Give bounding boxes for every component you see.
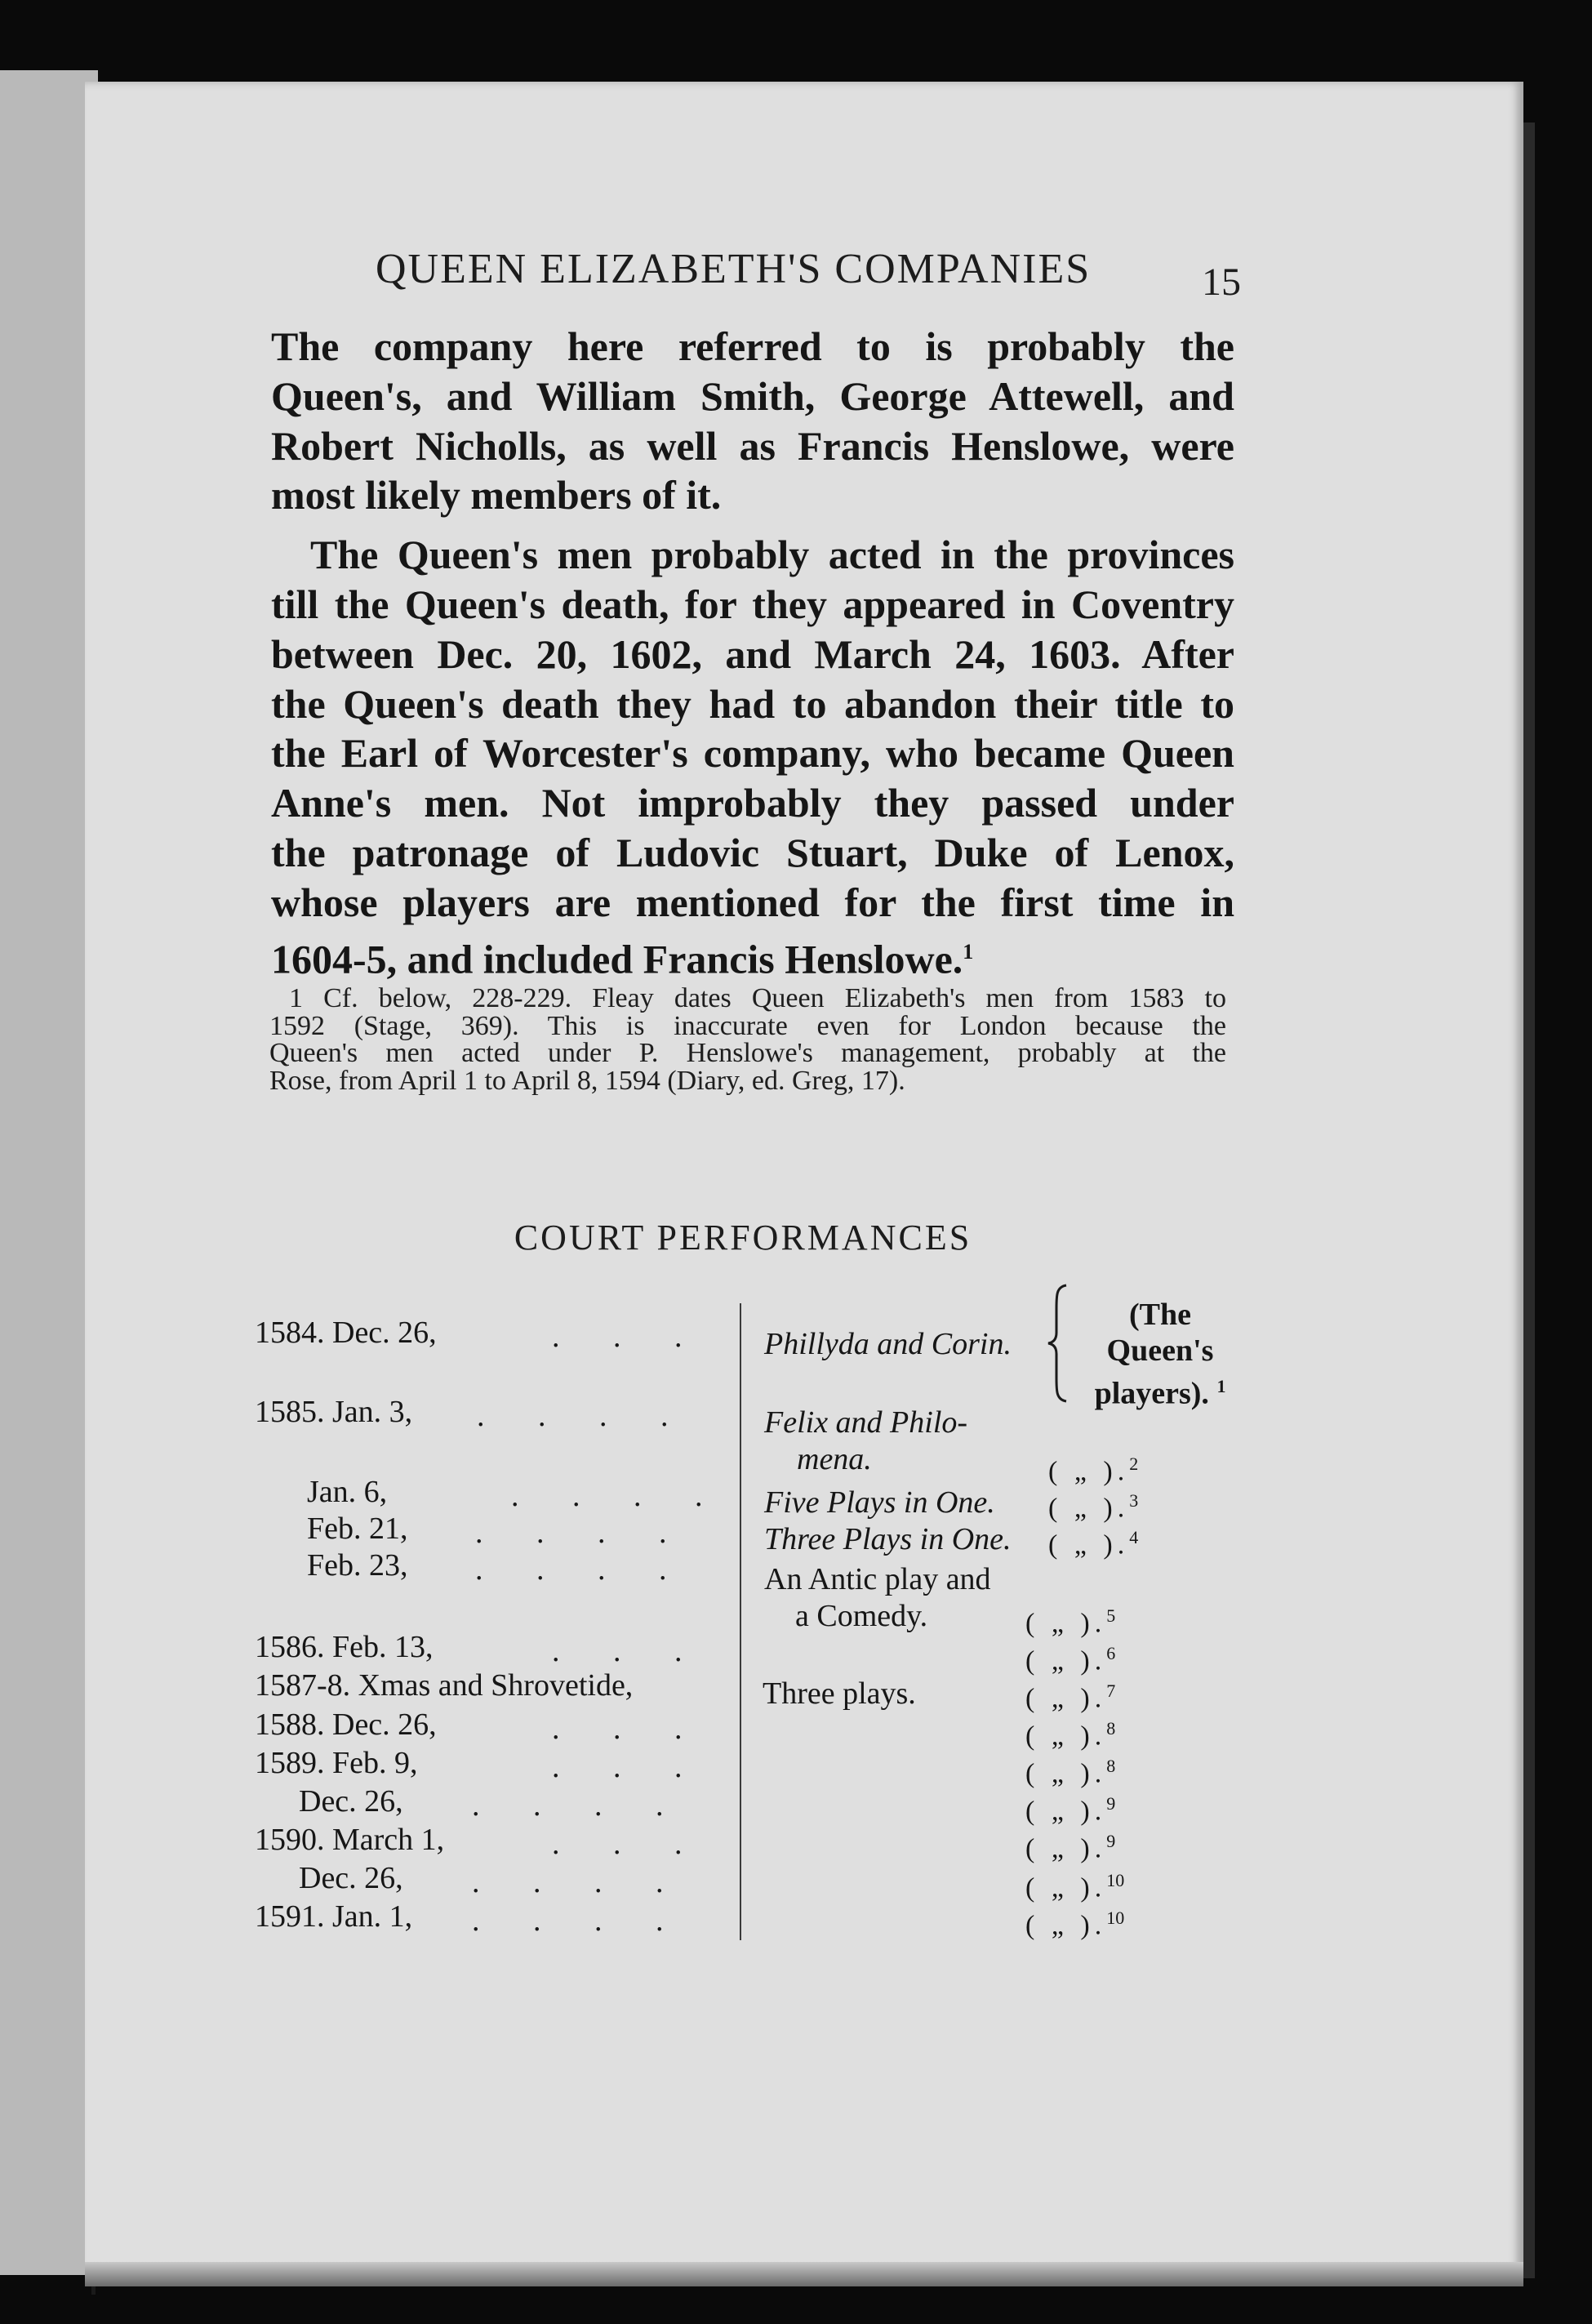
body-line-last: [271, 928, 1234, 984]
ditto-mark: „: [1051, 1721, 1069, 1752]
footnote-ref: 8: [1106, 1718, 1116, 1739]
body-line: the Queen's death they had to abandon their title to: [271, 680, 1234, 727]
leader-dots: . . .: [552, 1320, 705, 1354]
body-line: Queen's, and William Smith, George Attewell, and: [271, 372, 1234, 419]
footnote-ref: 7: [1106, 1681, 1116, 1701]
ditto-mark: „: [1051, 1833, 1069, 1864]
facing-page-edge: [0, 70, 98, 2275]
footnote-ref: 4: [1129, 1527, 1139, 1547]
page-edge-shadow: [1523, 122, 1535, 2278]
ditto-reference: ( „ ).$^6$: [1025, 1643, 1116, 1676]
ditto-mark: „: [1051, 1608, 1069, 1639]
performance-date: 1588. Dec. 26,: [255, 1707, 437, 1742]
ditto-mark: „: [1051, 1910, 1069, 1941]
ditto-reference: ( „ ).$^4$: [1048, 1527, 1139, 1560]
page-bottom-shadow: [85, 2262, 1523, 2286]
performance-date: 1586. Feb. 13,: [255, 1630, 434, 1664]
leader-dots: . . . .: [472, 1903, 687, 1938]
leader-dots: . . . .: [472, 1788, 687, 1823]
performance-date: 1591. Jan. 1,: [255, 1899, 413, 1934]
players-line: (The: [1129, 1298, 1191, 1332]
play-title: An Antic play and: [764, 1562, 991, 1596]
body-line: whose players are mentioned for the first time in: [271, 879, 1234, 925]
ditto-mark: „: [1051, 1872, 1069, 1903]
leader-dots: . . . .: [472, 1865, 687, 1899]
column-rule: [740, 1303, 741, 1940]
performance-date: Dec. 26,: [299, 1861, 403, 1895]
performance-date: Feb. 23,: [307, 1548, 408, 1583]
play-title: a Comedy.: [795, 1599, 928, 1633]
body-line: most likely members of it.: [271, 472, 722, 519]
ditto-reference: ( „ ).$^{10}$: [1025, 1870, 1125, 1903]
ditto-mark: „: [1074, 1529, 1092, 1560]
ditto-mark: „: [1051, 1796, 1069, 1827]
performance-date: 1584. Dec. 26,: [255, 1316, 437, 1350]
play-title: Five Plays in One.: [764, 1485, 995, 1520]
leader-dots: . . .: [552, 1634, 705, 1668]
performance-date: Dec. 26,: [299, 1784, 403, 1819]
footnote-line: 1 Cf. below, 228-229. Fleay dates Queen Elizabeth's men from 1583 to: [289, 983, 1226, 1013]
play-title: Felix and Philo-: [764, 1405, 968, 1440]
body-line: Robert Nicholls, as well as Francis Henslowe, were: [271, 422, 1234, 469]
footnote-ref: 2: [1129, 1454, 1139, 1474]
performance-date: 1589. Feb. 9,: [255, 1746, 418, 1780]
body-line: Anne's men. Not improbably they passed under: [271, 780, 1234, 826]
ditto-mark: „: [1051, 1683, 1069, 1714]
performance-date: 1587-8. Xmas and Shrovetide,: [255, 1668, 634, 1703]
players-line: Queen's: [1106, 1333, 1214, 1368]
ditto-mark: „: [1051, 1645, 1069, 1676]
footnote-line: Queen's men acted under P. Henslowe's management, probably at the: [269, 1038, 1226, 1068]
body-line: between Dec. 20, 1602, and March 24, 1603. After: [271, 630, 1234, 677]
leader-dots: . . . .: [475, 1516, 690, 1550]
body-line: the patronage of Ludovic Stuart, Duke of Lenox,: [271, 829, 1234, 875]
ditto-reference: ( „ ).$^9$: [1025, 1831, 1116, 1864]
ditto-reference: ( „ ).$^8$: [1025, 1718, 1116, 1752]
leader-dots: . . .: [552, 1827, 705, 1861]
play-title: mena.: [797, 1442, 872, 1476]
footnote: [269, 985, 1226, 1094]
leader-dots: . . .: [552, 1750, 705, 1784]
ditto-reference: ( „ ).$^2$: [1048, 1454, 1139, 1487]
performance-date: 1585. Jan. 3,: [255, 1395, 413, 1429]
ditto-reference: ( „ ).$^{10}$: [1025, 1908, 1125, 1941]
footnote-ref: 1: [1216, 1376, 1226, 1396]
ditto-reference: ( „ ).$^5$: [1025, 1605, 1116, 1639]
ditto-reference: ( „ ).$^7$: [1025, 1681, 1116, 1714]
play-title: Phillyda and Corin.: [764, 1327, 1012, 1361]
leader-dots: . . . .: [477, 1399, 691, 1433]
curly-brace-icon: [1047, 1284, 1068, 1403]
performance-date: 1590. March 1,: [255, 1823, 445, 1857]
footnote-ref: 1: [963, 939, 974, 964]
body-line: The Queen's men probably acted in the provinces: [310, 532, 1234, 578]
section-heading: COURT PERFORMANCES: [514, 1218, 972, 1258]
footnote-line: Rose, from April 1 to April 8, 1594 (Diary, ed. Greg, 17).: [269, 1065, 905, 1096]
players-note: [1083, 1297, 1238, 1412]
play-title: Three Plays in One.: [764, 1522, 1012, 1556]
footnote-ref: 10: [1106, 1870, 1125, 1890]
leader-dots: . . . .: [475, 1552, 690, 1587]
body-line: till the Queen's death, for they appeared in Coventry: [271, 581, 1234, 627]
page-number: 15: [1202, 260, 1241, 304]
footnote-ref: 10: [1106, 1908, 1125, 1928]
body-line: 1604-5, and included Francis Henslowe.: [271, 936, 963, 982]
running-head: QUEEN ELIZABETH'S COMPANIES: [376, 246, 1092, 292]
footnote-ref: 8: [1106, 1756, 1116, 1776]
footnote-ref: 9: [1106, 1831, 1116, 1851]
ditto-mark: „: [1074, 1456, 1092, 1487]
ditto-reference: ( „ ).$^3$: [1048, 1490, 1139, 1524]
ditto-mark: „: [1074, 1493, 1092, 1524]
ditto-mark: „: [1051, 1758, 1069, 1789]
footnote-ref: 5: [1106, 1605, 1116, 1626]
play-title: Three plays.: [763, 1676, 916, 1711]
body-text: [271, 322, 1234, 984]
body-line: the Earl of Worcester's company, who became Queen: [271, 730, 1234, 777]
body-line: The company here referred to is probably the: [271, 323, 1234, 369]
players-line: players).: [1094, 1376, 1209, 1411]
ditto-reference: ( „ ).$^8$: [1025, 1756, 1116, 1789]
footnote-ref: 6: [1106, 1643, 1116, 1663]
leader-dots: . . .: [552, 1712, 705, 1746]
footnote-line: 1592 (Stage, 369). This is inaccurate even for London because the: [269, 1010, 1226, 1041]
players-line-last: [1083, 1369, 1238, 1412]
leader-dots: . . . .: [511, 1479, 726, 1513]
ditto-reference: ( „ ).$^9$: [1025, 1793, 1116, 1827]
footnote-ref: 9: [1106, 1793, 1116, 1814]
performance-date: Jan. 6,: [307, 1475, 388, 1509]
footnote-ref: 3: [1129, 1490, 1139, 1511]
performance-date: Feb. 21,: [307, 1511, 408, 1546]
